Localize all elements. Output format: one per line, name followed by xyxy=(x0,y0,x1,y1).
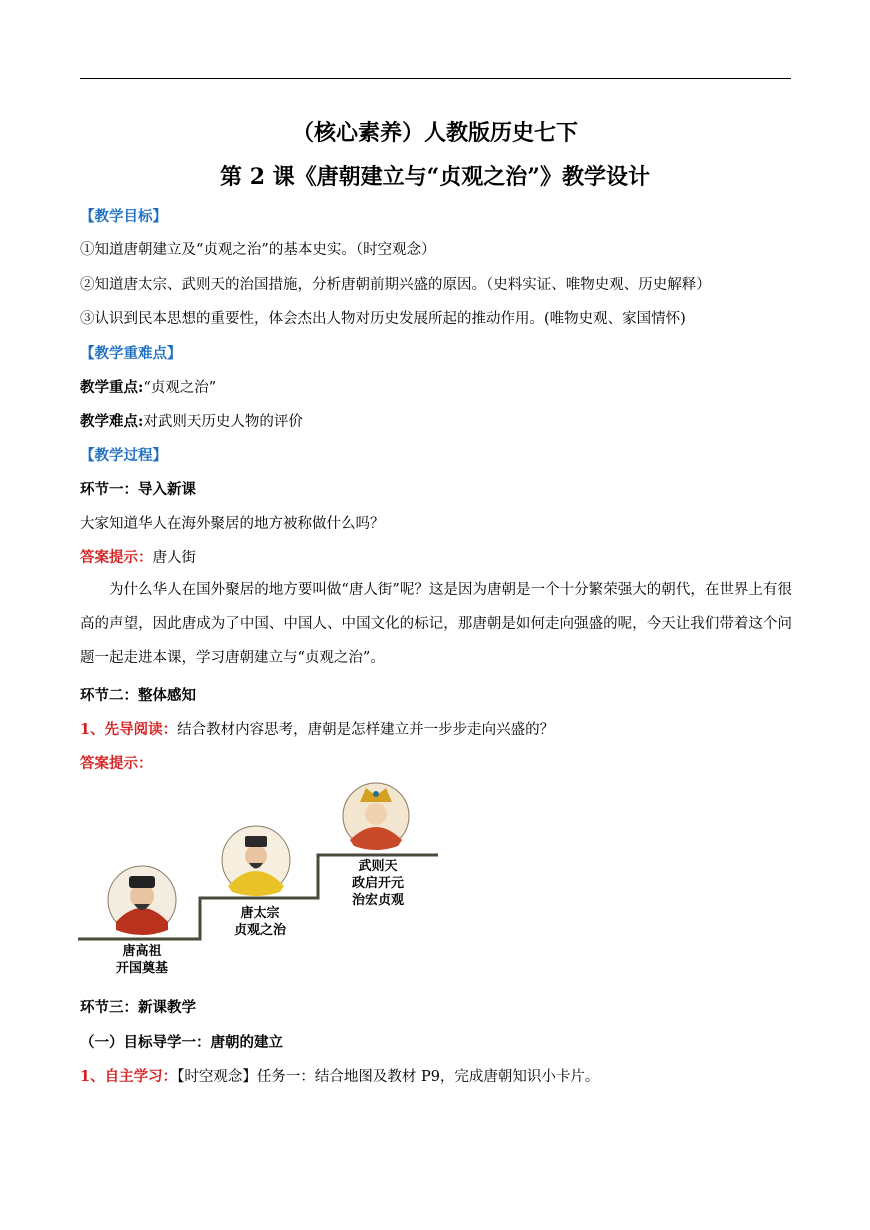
reading-label: 1、先导阅读： xyxy=(80,721,178,738)
objective-item-2: ②知道唐太宗、武则天的治国措施，分析唐朝前期兴盛的原因。（史料实证、唯物史观、历史解释） xyxy=(80,277,711,293)
gaozu-portrait xyxy=(108,866,176,935)
stage3-title: 环节三：新课教学 xyxy=(80,999,196,1016)
taizong-name: 唐太宗 xyxy=(240,906,280,921)
reading-line xyxy=(80,718,554,739)
doc-title-line2: 第 2 课《唐朝建立与“贞观之治”》教学设计 xyxy=(220,164,650,190)
answer-label-2: 答案提示： xyxy=(80,755,153,772)
self-study-text: 【时空观念】任务一：结合地图及教材 P9，完成唐朝知识小卡片。 xyxy=(177,1069,600,1085)
focus-text: “贞观之治” xyxy=(143,380,217,396)
stage1-question: 大家知道华人在海外聚居的地方被称做什么吗？ xyxy=(80,516,385,532)
objectives-heading: 【教学目标】 xyxy=(80,208,167,225)
difficulty-text: 对武则天历史人物的评价 xyxy=(143,414,303,430)
taizong-caption xyxy=(214,905,306,939)
objective-item-3: ③认识到民本思想的重要性，体会杰出人物对历史发展所起的推动作用。(唯物史观、家国情怀) xyxy=(80,311,686,327)
difficulty-line xyxy=(80,410,303,431)
gaozu-caption xyxy=(96,943,188,977)
goal1-title: （一）目标导学一：唐朝的建立 xyxy=(80,1034,283,1051)
process-heading: 【教学过程】 xyxy=(80,447,167,464)
emperor-staircase-figure xyxy=(78,778,458,988)
focus-line xyxy=(80,376,216,397)
header-rule xyxy=(80,78,791,79)
objective-item-1: ①知道唐朝建立及“贞观之治”的基本史实。（时空观念） xyxy=(80,242,436,258)
gaozu-name: 唐高祖 xyxy=(122,944,162,959)
stage1-paragraph: 为什么华人在国外聚居的地方要叫做“唐人街”呢？这是因为唐朝是一个十分繁荣强大的朝代，在世界上有很高的声望，因此唐成为了中国、中国人、中国文化的标记，那唐朝是如何走向强盛的呢，今天让我们带着这个问题一起走进本课，学习唐朝建立与“贞观之治”。 xyxy=(80,582,792,666)
self-study-line xyxy=(80,1065,599,1086)
stage1-answer-line xyxy=(80,546,196,567)
keypoints-heading: 【教学重难点】 xyxy=(80,345,182,362)
taizong-portrait xyxy=(222,826,290,896)
wuzetian-deed-2: 治宏贞观 xyxy=(351,893,404,908)
doc-title-line1: （核心素养）人教版历史七下 xyxy=(291,120,578,146)
wuzetian-caption xyxy=(332,858,424,909)
wuzetian-portrait xyxy=(343,783,409,850)
focus-label: 教学重点: xyxy=(80,379,144,396)
stage1-title: 环节一：导入新课 xyxy=(80,481,196,498)
gaozu-deed: 开国奠基 xyxy=(115,961,168,976)
wuzetian-deed-1: 政启开元 xyxy=(351,876,404,891)
stage2-title: 环节二：整体感知 xyxy=(80,687,196,704)
answer-label: 答案提示： xyxy=(80,549,153,566)
taizong-deed: 贞观之治 xyxy=(233,923,286,938)
self-study-label: 1、自主学习： xyxy=(80,1068,178,1085)
stage1-answer: 唐人街 xyxy=(152,550,196,566)
wuzetian-name: 武则天 xyxy=(358,859,398,874)
difficulty-label: 教学难点: xyxy=(80,413,144,430)
reading-text: 结合教材内容思考，唐朝是怎样建立并一步步走向兴盛的？ xyxy=(177,722,555,738)
